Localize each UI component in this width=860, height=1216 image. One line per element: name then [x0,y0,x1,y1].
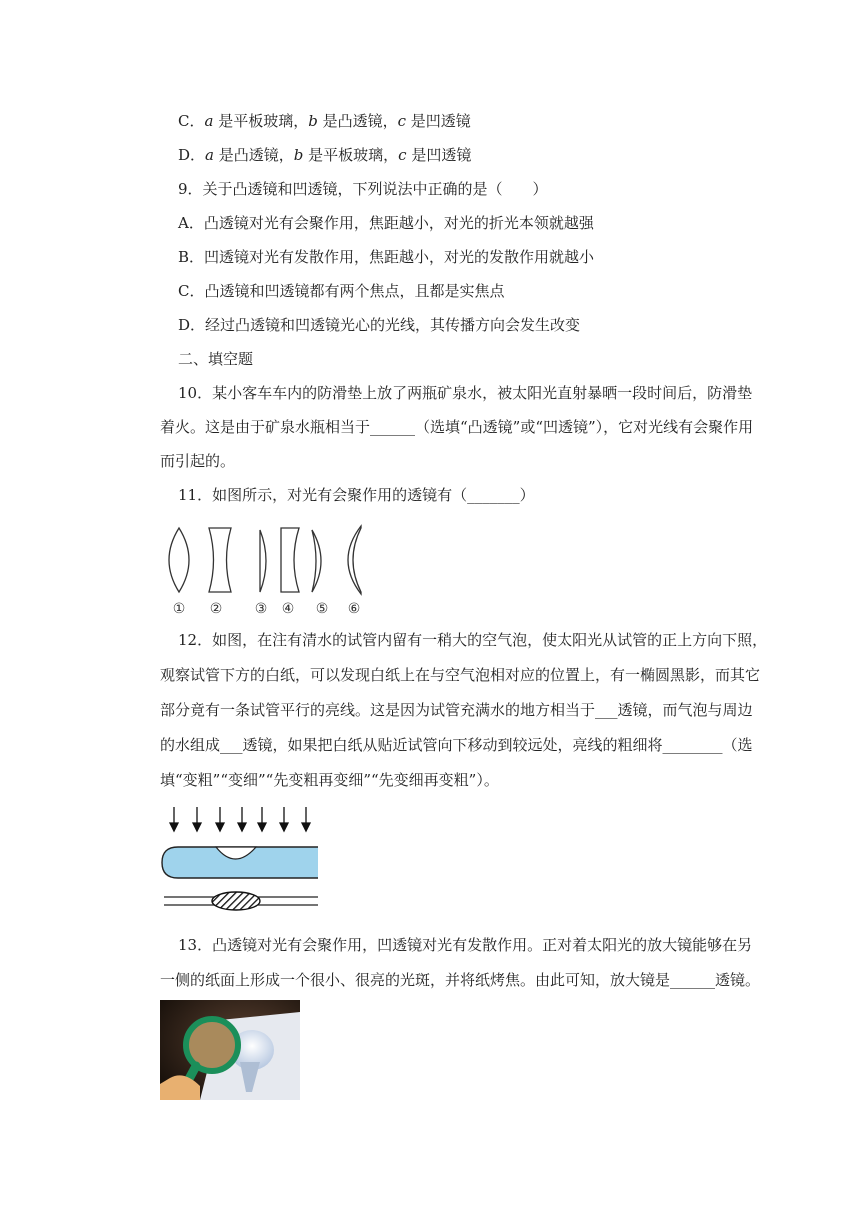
q9-option-d: D．经过凸透镜和凹透镜光心的光线，其传播方向会发生改变 [178,316,581,334]
lens-2-biconcave [209,528,231,592]
lens-label-4: ④ [281,601,295,617]
lens-label-3: ③ [254,601,268,617]
lens-label-5: ⑤ [315,601,329,617]
lens-3-planoconvex [260,530,266,592]
q8-option-c: C．a 是平板玻璃，b 是凸透镜，c 是凹透镜 [178,112,471,130]
lens-label-1: ① [172,601,186,617]
q9-option-c: C．凸透镜和凹透镜都有两个焦点，且都是实焦点 [178,282,505,300]
lens-4-planoconcave [281,528,299,592]
section-heading: 二、填空题 [178,350,254,368]
q12-line4: 的水组成___透镜，如果把白纸从贴近试管向下移动到较远处，亮线的粗细将________（选 [160,736,753,754]
q10-line3: 而引起的。 [160,452,236,470]
q13-line1: 13．凸透镜对光有会聚作用，凹透镜对光有发散作用。正对着太阳光的放大镜能够在另 [178,936,753,954]
lens-label-2: ② [209,601,223,617]
q12-line2: 观察试管下方的白纸，可以发现白纸上在与空气泡相对应的位置上，有一椭圆黑影，而其它 [160,666,761,684]
magnifier-photo [160,1000,300,1100]
q12-line3: 部分竟有一条试管平行的亮线。这是因为试管充满水的地方相当于___透镜，而气泡与周边 [160,701,753,719]
q10-line2: 着火。这是由于矿泉水瓶相当于______（选填“凸透镜”或“凹透镜”），它对光线有会聚作用 [160,418,754,436]
q10-line1: 10．某小客车车内的防滑垫上放了两瓶矿泉水，被太阳光直射暴晒一段时间后，防滑垫 [178,384,753,402]
lens-6-meniscus [348,526,361,594]
sunlight-arrows [170,807,310,831]
q9-option-a: A．凸透镜对光有会聚作用，焦距越小，对光的折光本领就越强 [178,214,594,232]
q13-line2: 一侧的纸面上形成一个很小、很亮的光斑，并将纸烤焦。由此可知，放大镜是______透镜。 [160,971,761,989]
lens-label-6: ⑥ [347,601,361,617]
q12-line1: 12．如图，在注有清水的试管内留有一稍大的空气泡，使太阳光从试管的正上方向下照， [178,631,768,649]
q9-stem: 9．关于凸透镜和凹透镜，下列说法中正确的是（ ） [178,180,548,198]
q11-stem: 11．如图所示，对光有会聚作用的透镜有（_______） [178,486,535,504]
test-tube-figure [160,805,320,917]
q8-option-d: D．a 是凸透镜，b 是平板玻璃，c 是凹透镜 [178,146,472,164]
lens-5-meniscus [312,530,321,592]
lens-figure [160,520,380,620]
q9-option-b: B．凹透镜对光有发散作用，焦距越小，对光的发散作用就越小 [178,248,595,266]
lens-1-biconvex [169,528,189,592]
shadow-ellipse [212,892,260,910]
q12-line5: 填“变粗”“变细”“先变粗再变细”“先变细再变粗”）。 [160,771,499,789]
